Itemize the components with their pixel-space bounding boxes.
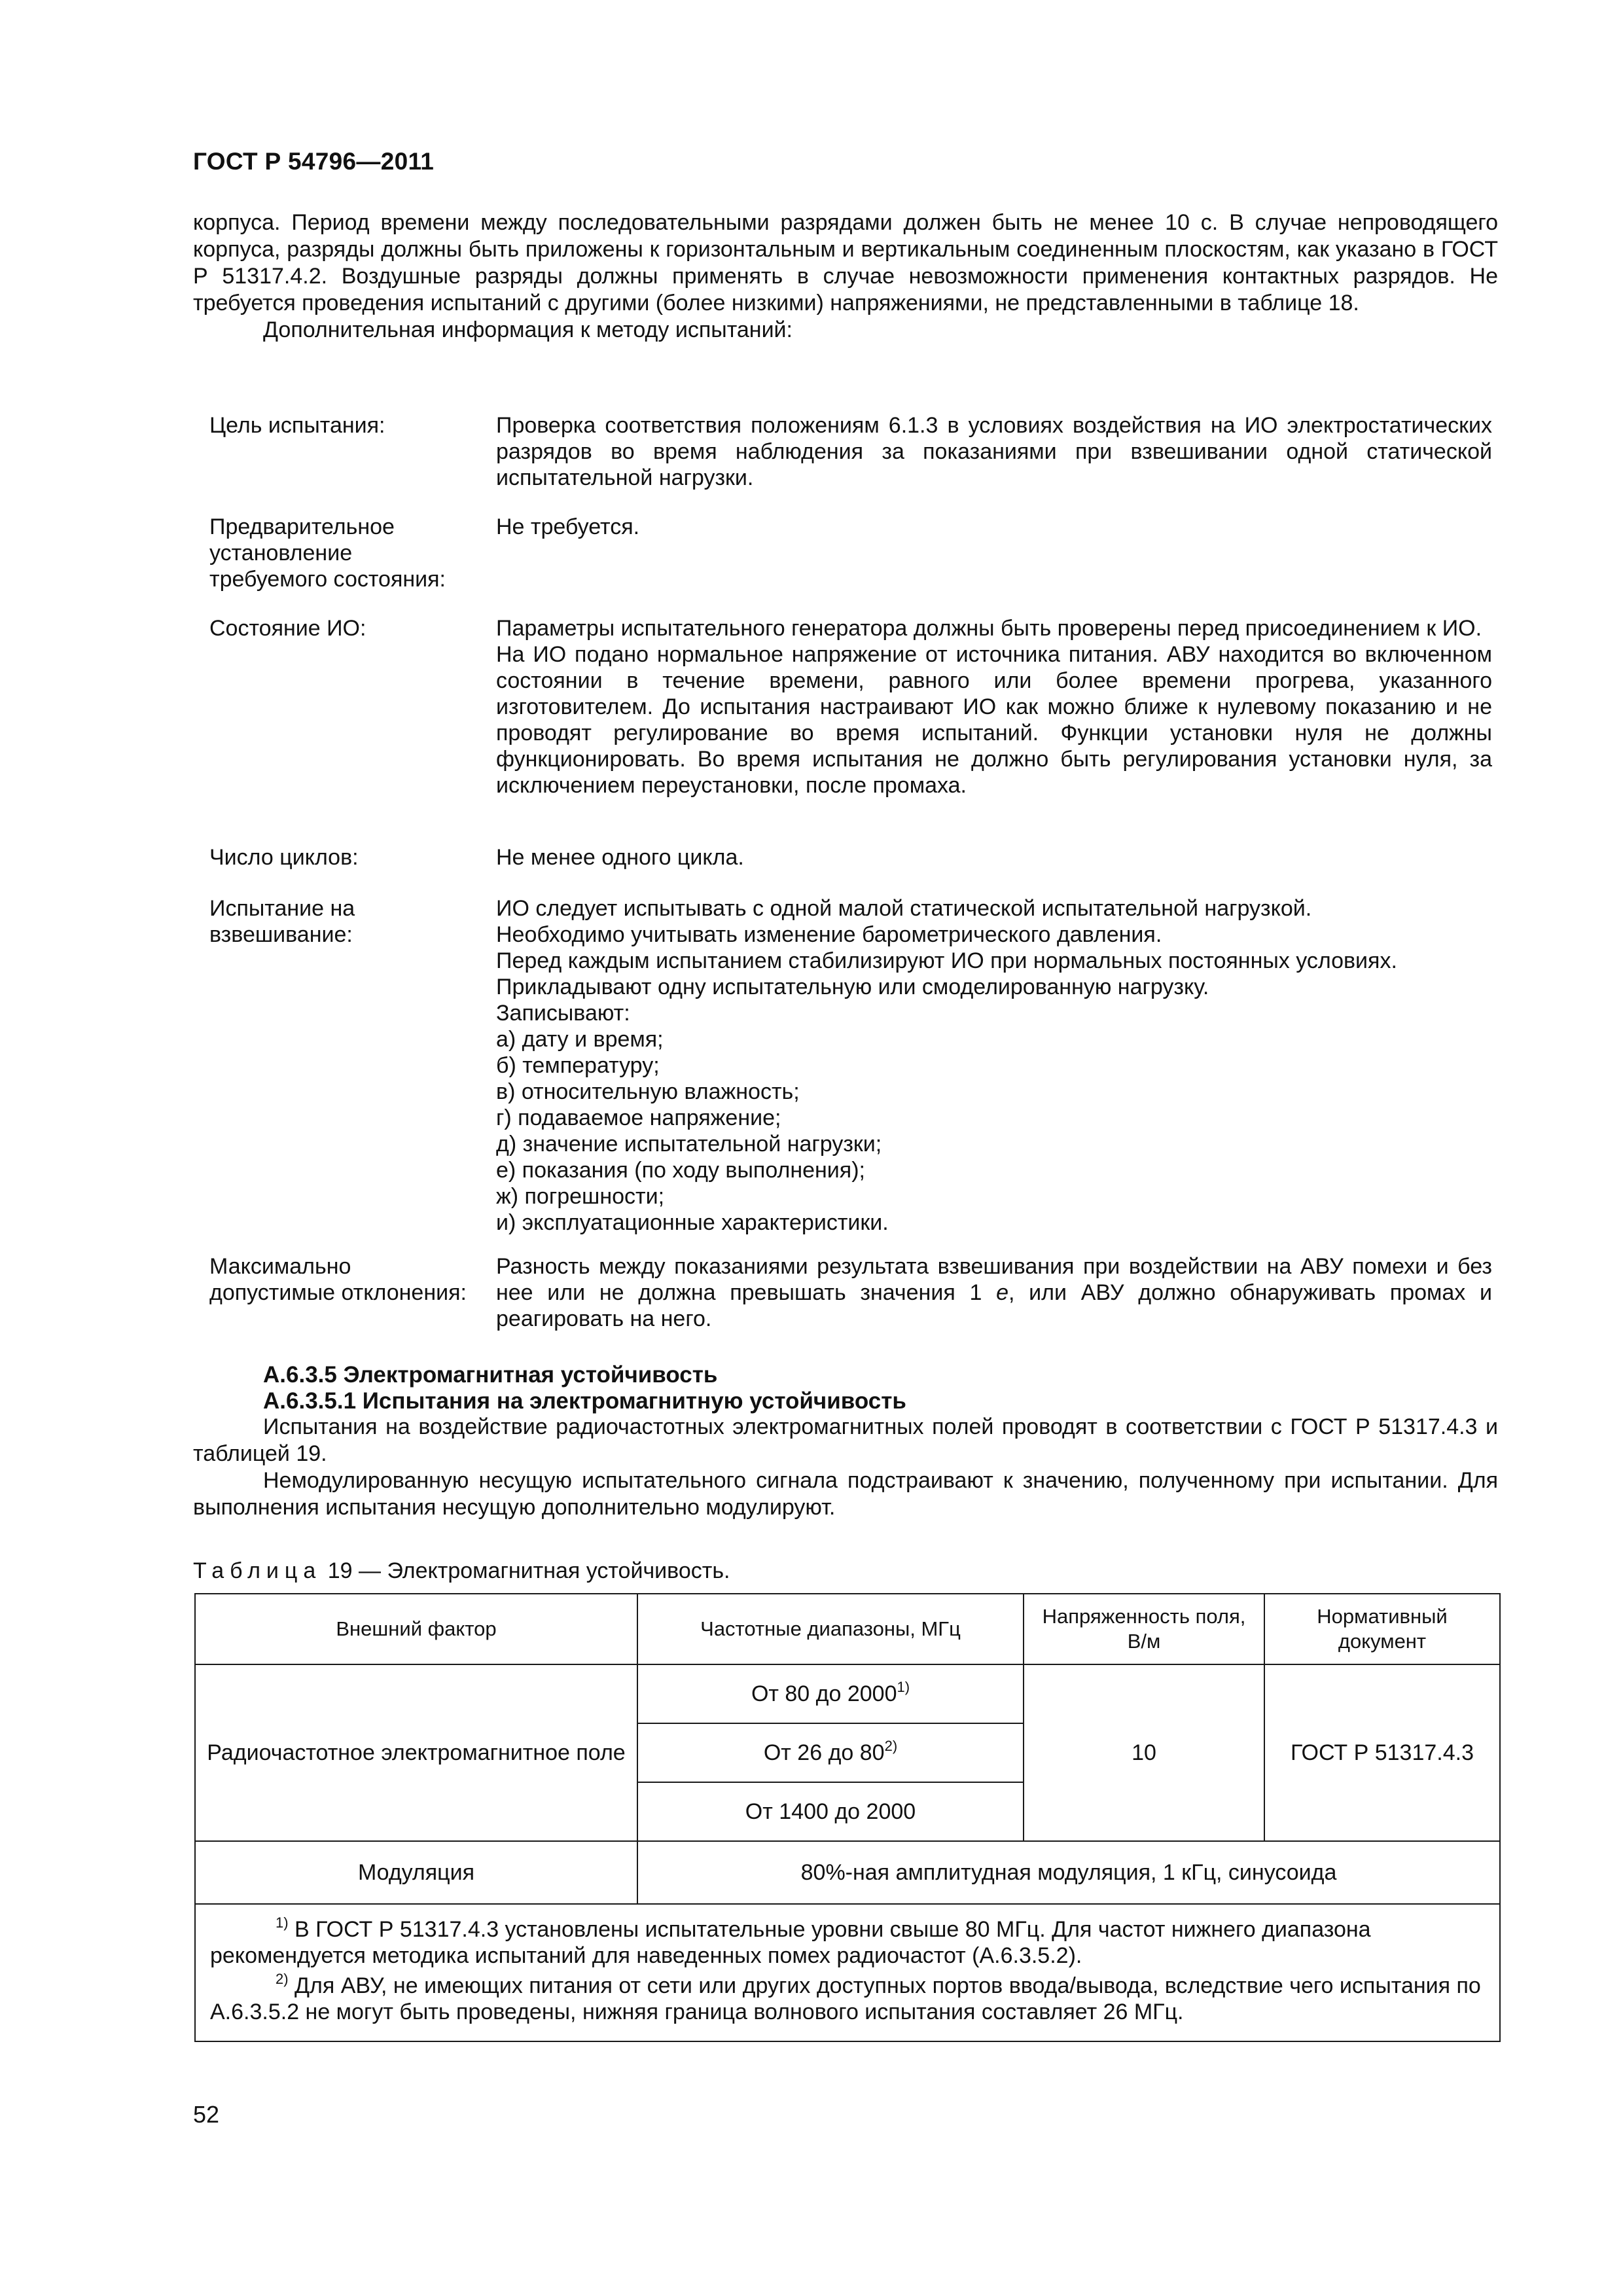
column-header: Напряженность поля, В/м	[1024, 1594, 1264, 1664]
info-value-text: Разность между показаниями результата взвешивания при воздействии на АВУ помехи и без нее или не должна превышать значения 1	[496, 1254, 1492, 1305]
info-value-line: Прикладывают одну испытательную или смоделированную нагрузку.	[496, 975, 1209, 999]
column-header: Частотные диапазоны, МГц	[637, 1594, 1024, 1664]
list-item: д) значение испытательной нагрузки;	[496, 1132, 882, 1157]
table-row	[195, 1841, 1500, 1904]
info-value-line: ИО следует испытывать с одной малой статической испытательной нагрузкой.	[496, 896, 1312, 921]
table-caption-word: Таблица	[193, 1558, 322, 1583]
info-value-symbol: е	[996, 1280, 1008, 1305]
table-cell: Модуляция	[195, 1841, 637, 1904]
table-cell: ГОСТ Р 51317.4.3	[1264, 1664, 1500, 1841]
info-value: Не требуется.	[496, 514, 640, 539]
info-value	[496, 615, 1492, 798]
info-row-max-deviation	[209, 1253, 1492, 1332]
page-number: 52	[193, 2101, 220, 2128]
list-item: е) показания (по ходу выполнения);	[496, 1158, 865, 1183]
section-heading: А.6.3.5 Электромагнитная устойчивость	[263, 1362, 718, 1388]
info-label: Предварительное установление требуемого состояния:	[209, 514, 446, 592]
info-value-text: , или АВУ должно обнаруживать промах и реагировать на него.	[496, 1280, 1492, 1331]
info-value-line: Записывают:	[496, 1001, 630, 1026]
table-footnote: $^{1)}$ В ГОСТ Р 51317.4.3 установлены испытательные уровни свыше 80 МГц. Для частот нижнего диапазона рекомендуется методика испытаний для наведенных помех радиочастот (А.6.3.5.2).	[210, 1914, 1371, 1968]
column-header: Внешний фактор	[195, 1594, 637, 1664]
info-value-line: Параметры испытательного генератора должны быть проверены перед присоединением к ИО.	[496, 616, 1482, 641]
info-value-line: Необходимо учитывать изменение барометрического давления.	[496, 922, 1162, 947]
list-item: б) температуру;	[496, 1053, 660, 1078]
emc-table	[194, 1593, 1501, 2042]
info-label: Максимально допустимые отклонения:	[209, 1254, 467, 1305]
table-cell: От 80 до 2000$^{1)}$	[637, 1664, 1024, 1723]
column-header: Нормативный документ	[1264, 1594, 1500, 1664]
subsection-heading: А.6.3.5.1 Испытания на электромагнитную устойчивость	[263, 1388, 906, 1414]
info-row-goal	[209, 412, 1492, 491]
table-cell: 80%-ная амплитудная модуляция, 1 кГц, синусоида	[637, 1841, 1500, 1904]
list-item: г) подаваемое напряжение;	[496, 1105, 781, 1130]
document-code-header: ГОСТ Р 54796—2011	[193, 148, 435, 175]
list-item: ж) погрешности;	[496, 1184, 665, 1209]
table-row	[195, 1664, 1500, 1723]
info-row-weighing-test	[209, 895, 1492, 1236]
table-footnote: $^{2)}$ Для АВУ, не имеющих питания от сети или других доступных портов ввода/вывода, вследствие чего испытания по А.6.3.5.2 не могут быть проведены, нижняя граница волнового испытания составляет 26 МГц.	[210, 1971, 1481, 2024]
list-item: а) дату и время;	[496, 1027, 664, 1052]
table-cell: От 1400 до 2000	[637, 1782, 1024, 1841]
info-value: Проверка соответствия положениям 6.1.3 в условиях воздействия на ИО электростатических разрядов во время наблюдения за показаниями при взвешивании одной статической испытательной нагрузки.	[496, 413, 1492, 490]
info-value: Не менее одного цикла.	[496, 845, 744, 870]
info-label: Цель испытания:	[209, 413, 385, 438]
info-row-preconditioning	[209, 514, 1492, 592]
info-label: Состояние ИО:	[209, 616, 366, 641]
table-header-row	[195, 1594, 1500, 1664]
table-notes-row	[195, 1904, 1500, 2041]
info-row-eut-state	[209, 615, 1492, 798]
table-cell: Радиочастотное электромагнитное поле	[195, 1664, 637, 1841]
intro-paragraph: корпуса. Период времени между последовательными разрядами должен быть не менее 10 с. В случае непроводящего корпуса, разряды должны быть приложены к горизонтальным и вертикальным соединенным плоскостям, как указано в ГОСТ Р 51317.4.2. Воздушные разряды должны применять в случае невозможности применения контактных разрядов. Не требуется проведения испытаний с другими (более низкими) напряжениями, не представленными в таблице 18.	[193, 210, 1498, 315]
additional-info-paragraph: Дополнительная информация к методу испытаний:	[263, 317, 793, 342]
info-value	[496, 895, 1492, 1236]
info-label: Испытание на взвешивание:	[209, 896, 355, 947]
info-value	[496, 1253, 1492, 1332]
table-notes	[195, 1904, 1500, 2041]
table-cell: 10	[1024, 1664, 1264, 1841]
table-cell: От 26 до 80$^{2)}$	[637, 1723, 1024, 1782]
list-item: и) эксплуатационные характеристики.	[496, 1210, 889, 1235]
table-caption	[193, 1558, 730, 1585]
info-label: Число циклов:	[209, 845, 359, 870]
intro-text	[193, 209, 1498, 344]
info-value-line: На ИО подано нормальное напряжение от источника питания. АВУ находится во включенном состоянии в течение времени, равного или более времени прогрева, указанного изготовителем. До испытания настраивают ИО как можно ближе к нулевому показанию и не проводят регулирование во время испытаний. Функции установки нуля не должны функционировать. Во время испытания не должно быть регулирования установки нуля, за исключением переустановки, после промаха.	[496, 642, 1492, 798]
info-row-cycles	[209, 844, 1492, 870]
list-item: в) относительную влажность;	[496, 1079, 800, 1104]
info-value-line: Перед каждым испытанием стабилизируют ИО при нормальных постоянных условиях.	[496, 948, 1397, 973]
table-caption-title: 19 — Электромагнитная устойчивость.	[321, 1558, 730, 1583]
section-text	[193, 1414, 1498, 1521]
section-paragraph: Немодулированную несущую испытательного сигнала подстраивают к значению, полученному при испытании. Для выполнения испытания несущую дополнительно модулируют.	[193, 1468, 1498, 1520]
section-paragraph: Испытания на воздействие радиочастотных электромагнитных полей проводят в соответствии с ГОСТ Р 51317.4.3 и таблицей 19.	[193, 1414, 1498, 1466]
